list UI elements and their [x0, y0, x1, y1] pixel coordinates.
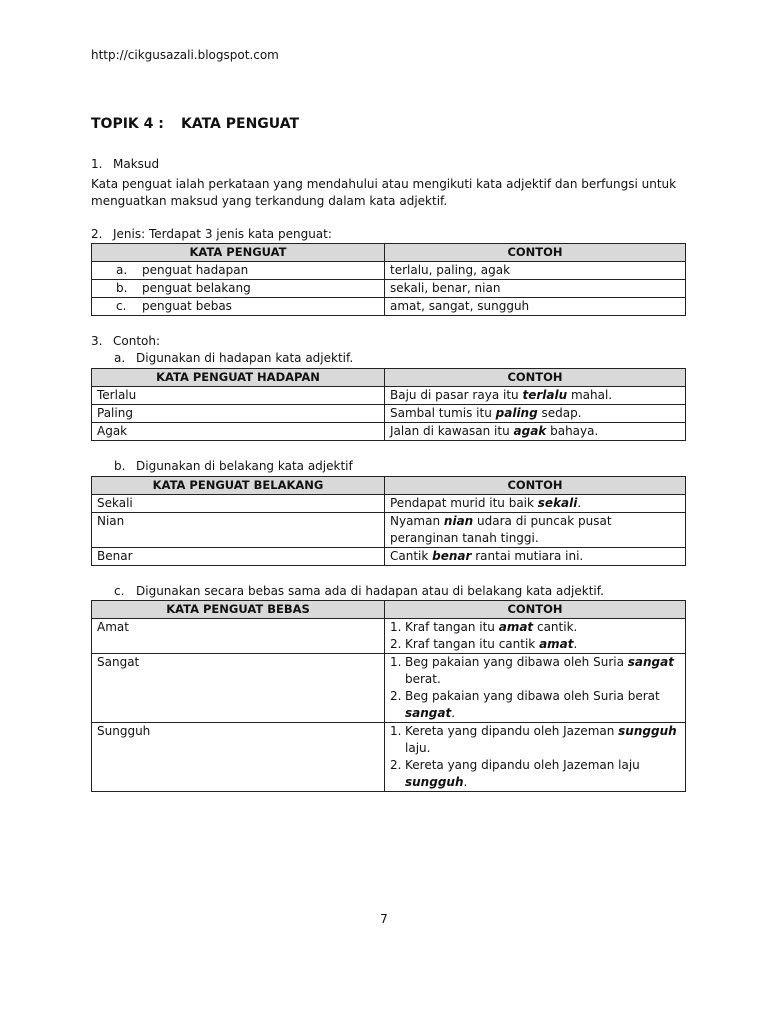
- table-row: [92, 298, 686, 316]
- example-text: Cantik: [390, 549, 433, 563]
- list-number: 1.: [390, 655, 402, 669]
- topic-label: TOPIK 4 :: [91, 116, 164, 132]
- column-header: CONTOH: [385, 244, 686, 262]
- section-3-heading: [91, 334, 160, 348]
- section-3c-heading: [114, 584, 604, 598]
- table-row: [92, 405, 686, 423]
- column-header: CONTOH: [385, 477, 686, 495]
- section-3c-letter: c.: [114, 584, 125, 598]
- word-cell: Amat: [92, 619, 385, 654]
- example-cell: [385, 405, 686, 423]
- example-emphasis: sungguh: [618, 724, 677, 738]
- table-row: [92, 423, 686, 441]
- type-label: penguat hadapan: [142, 263, 249, 277]
- word-cell: Agak: [92, 423, 385, 441]
- word-cell: Paling: [92, 405, 385, 423]
- list-number: 2.: [390, 758, 402, 772]
- example-emphasis: amat: [498, 620, 534, 634]
- topic-title: KATA PENGUAT: [181, 116, 300, 132]
- belakang-table: [91, 476, 686, 566]
- example-text: laju.: [405, 741, 431, 755]
- example-text: Sambal tumis itu: [390, 406, 496, 420]
- table-row: [92, 495, 686, 513]
- jenis-table: [91, 243, 686, 316]
- example-text: berat.: [405, 672, 441, 686]
- column-header: KATA PENGUAT: [92, 244, 385, 262]
- word-cell: Sangat: [92, 654, 385, 723]
- example-text: bahaya.: [546, 424, 599, 438]
- section-1-text: Kata penguat ialah perkataan yang mendahului atau mengikuti kata adjektif dan berfungsi untuk menguatkan maksud yang terkandung dalam kata adjektif.: [91, 177, 677, 208]
- example-text: .: [573, 637, 578, 651]
- example-emphasis: paling: [495, 406, 538, 420]
- column-header: CONTOH: [385, 601, 686, 619]
- example-text: Pendapat murid itu baik: [390, 496, 538, 510]
- page-number: 7: [380, 912, 388, 926]
- header-url: http://cikgusazali.blogspot.com: [91, 48, 279, 62]
- table-row: [92, 548, 686, 566]
- row-letter: b.: [116, 281, 128, 295]
- column-header: KATA PENGUAT HADAPAN: [92, 369, 385, 387]
- example-text: sedap.: [537, 406, 582, 420]
- example-cell: [385, 548, 686, 566]
- type-cell: [92, 280, 385, 298]
- example-text: mahal.: [567, 388, 613, 402]
- example-text: .: [577, 496, 582, 510]
- section-1-title: Maksud: [113, 157, 160, 171]
- section-2-number: 2.: [91, 227, 103, 241]
- list-number: 1.: [390, 724, 402, 738]
- list-number: 2.: [390, 689, 402, 703]
- type-cell: [92, 262, 385, 280]
- example-text: rantai mutiara ini.: [471, 549, 584, 563]
- example-emphasis: terlalu: [522, 388, 568, 402]
- row-letter: c.: [116, 299, 127, 313]
- column-header: KATA PENGUAT BEBAS: [92, 601, 385, 619]
- section-2-heading: [91, 227, 332, 241]
- example-emphasis: benar: [432, 549, 472, 563]
- section-3c-title: Digunakan secara bebas sama ada di hadapan atau di belakang kata adjektif.: [136, 584, 604, 598]
- example-emphasis: agak: [513, 424, 547, 438]
- bebas-table: [91, 600, 686, 792]
- example-list-cell: [385, 654, 686, 723]
- table-header-row: [92, 601, 686, 619]
- section-3a-heading: [114, 351, 353, 365]
- word-cell: Nian: [92, 513, 385, 548]
- example-cell: [385, 423, 686, 441]
- example-text: .: [451, 706, 456, 720]
- topic-heading: [91, 116, 300, 132]
- example-list-item: [390, 654, 680, 688]
- example-text: Kraf tangan itu cantik: [405, 637, 540, 651]
- example-cell: amat, sangat, sungguh: [385, 298, 686, 316]
- example-cell: [385, 513, 686, 548]
- example-emphasis: sungguh: [405, 775, 464, 789]
- table-header-row: [92, 477, 686, 495]
- column-header: CONTOH: [385, 369, 686, 387]
- example-cell: terlalu, paling, agak: [385, 262, 686, 280]
- example-cell: sekali, benar, nian: [385, 280, 686, 298]
- example-list-item: [390, 757, 680, 791]
- example-text: Jalan di kawasan itu: [390, 424, 514, 438]
- example-text: .: [463, 775, 468, 789]
- example-text: udara di puncak pusat peranginan tanah tinggi.: [390, 514, 612, 545]
- example-emphasis: sekali: [537, 496, 578, 510]
- example-text: Beg pakaian yang dibawa oleh Suria: [405, 655, 628, 669]
- example-text: Baju di pasar raya itu: [390, 388, 523, 402]
- table-row: [92, 513, 686, 548]
- word-cell: Sungguh: [92, 723, 385, 792]
- section-3a-letter: a.: [114, 351, 126, 365]
- type-label: penguat bebas: [142, 299, 232, 313]
- word-cell: Sekali: [92, 495, 385, 513]
- example-list-item: [390, 688, 680, 722]
- example-list-cell: [385, 619, 686, 654]
- example-text: Beg pakaian yang dibawa oleh Suria berat: [405, 689, 660, 703]
- example-list-item: [390, 619, 680, 636]
- example-text: Nyaman: [390, 514, 444, 528]
- example-text: cantik.: [533, 620, 578, 634]
- example-emphasis: nian: [443, 514, 474, 528]
- table-row: [92, 387, 686, 405]
- table-row: [92, 619, 686, 654]
- word-cell: Terlalu: [92, 387, 385, 405]
- column-header: KATA PENGUAT BELAKANG: [92, 477, 385, 495]
- list-number: 1.: [390, 620, 402, 634]
- row-letter: a.: [116, 263, 128, 277]
- example-list-cell: [385, 723, 686, 792]
- section-1-number: 1.: [91, 157, 103, 171]
- table-row: [92, 654, 686, 723]
- example-emphasis: sangat: [627, 655, 674, 669]
- section-2-title: Jenis: Terdapat 3 jenis kata penguat:: [113, 227, 332, 241]
- hadapan-table: [91, 368, 686, 441]
- type-cell: [92, 298, 385, 316]
- example-text: Kereta yang dipandu oleh Jazeman: [405, 724, 619, 738]
- list-number: 2.: [390, 637, 402, 651]
- example-cell: [385, 495, 686, 513]
- section-3b-heading: [114, 459, 353, 473]
- example-emphasis: amat: [539, 637, 574, 651]
- table-row: [92, 262, 686, 280]
- example-text: Kraf tangan itu: [405, 620, 499, 634]
- section-3-title: Contoh:: [113, 334, 161, 348]
- word-cell: Benar: [92, 548, 385, 566]
- example-emphasis: sangat: [405, 706, 452, 720]
- table-row: [92, 723, 686, 792]
- example-text: Kereta yang dipandu oleh Jazeman laju: [405, 758, 640, 772]
- table-header-row: [92, 244, 686, 262]
- example-list-item: [390, 723, 680, 757]
- example-list-item: [390, 636, 680, 653]
- section-3a-title: Digunakan di hadapan kata adjektif.: [136, 351, 354, 365]
- section-3-number: 3.: [91, 334, 103, 348]
- section-3b-title: Digunakan di belakang kata adjektif: [136, 459, 353, 473]
- type-label: penguat belakang: [142, 281, 251, 295]
- section-1-heading: [91, 157, 159, 171]
- example-cell: [385, 387, 686, 405]
- table-row: [92, 280, 686, 298]
- table-header-row: [92, 369, 686, 387]
- section-3b-letter: b.: [114, 459, 126, 473]
